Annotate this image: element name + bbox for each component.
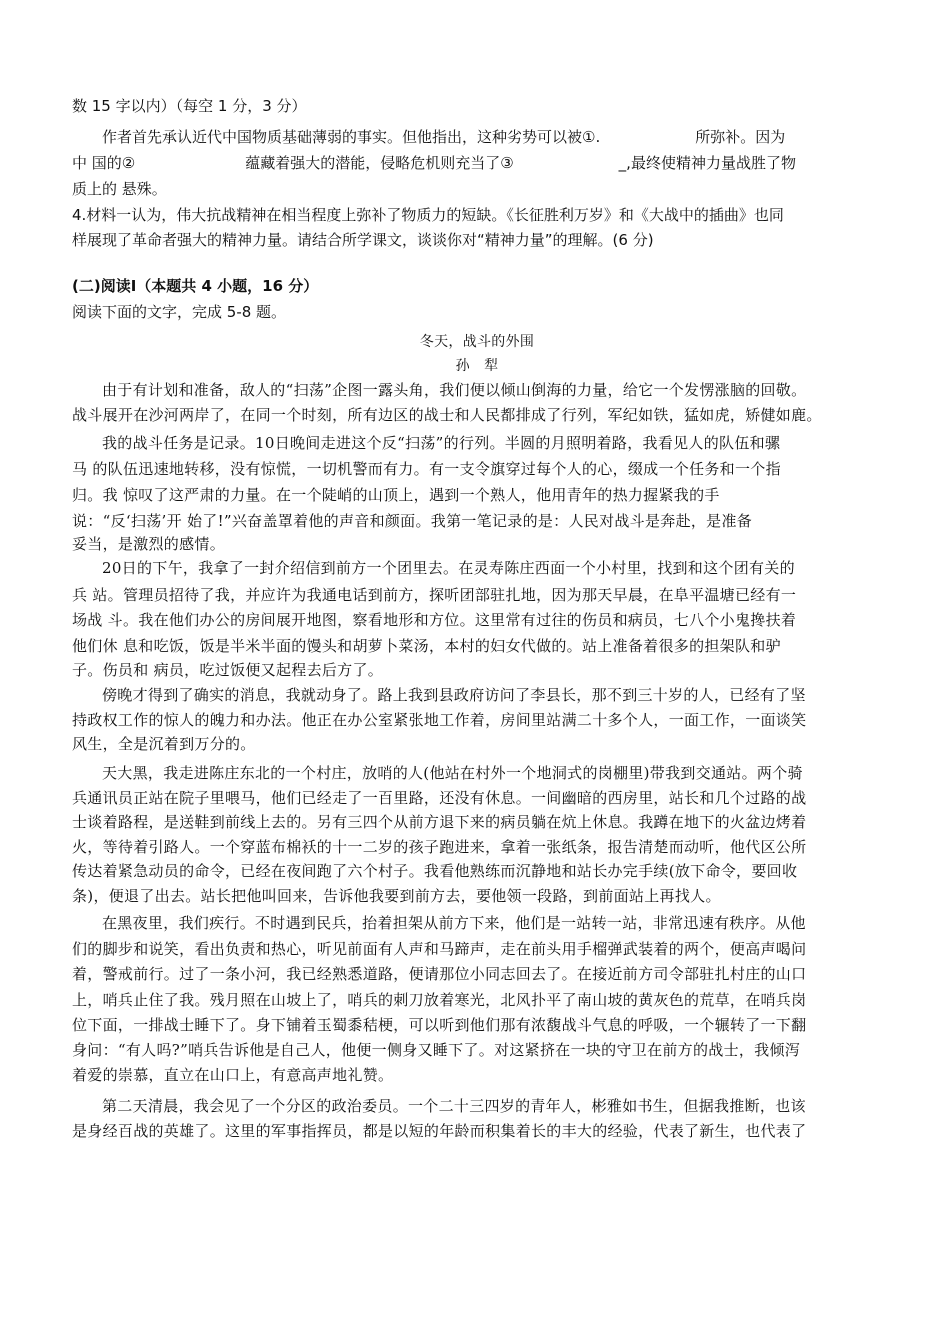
article-line: 傍晚才得到了确实的消息，我就动身了。路上我到县政府访问了李县长，那不到三十岁的人，已经有了坚 bbox=[102, 686, 806, 704]
question-3-line-3: 质上的 悬殊。 bbox=[72, 180, 167, 198]
article-line: 上，哨兵止住了我。残月照在山坡上了，哨兵的刺刀放着寒光，北风扑平了南山坡的黄灰色的荒草，在哨兵岗 bbox=[72, 991, 807, 1009]
article-line: 着，警戒前行。过了一条小河，我已经熟悉道路，便请那位小同志回去了。在接近前方司令部驻扎村庄的山口 bbox=[72, 965, 807, 983]
article-title: 冬天，战斗的外围 bbox=[419, 334, 535, 350]
question-3-line-2 bbox=[72, 153, 882, 173]
article-line: 他们休 息和吃饭，饭是半米半面的馒头和胡萝卜菜汤，本村的妇女代做的。站上准备着很多的担架队和驴 bbox=[72, 637, 781, 655]
article-author: 孙 犁 bbox=[455, 358, 499, 374]
article-line: 妥当，是激烈的感情。 bbox=[72, 535, 226, 553]
article-line: 场战 斗。我在他们办公的房间展开地图，察看地形和方位。这里常有过往的伤员和病员，七八个小鬼搀扶着 bbox=[72, 611, 797, 629]
article-line: 火，等待着引路人。一个穿蓝布棉袄的十一二岁的孩子跑进来，拿着一张纸条，报告清楚而动听，他代区公所 bbox=[72, 838, 807, 856]
question-3-text-d: 蕴藏着强大的潜能，侵略危机则充当了③ bbox=[245, 154, 514, 172]
article-line: 们的脚步和说笑，看出负责和热心，听见前面有人声和马蹄声，走在前头用手榴弹武装着的两个，便高声喝问 bbox=[72, 940, 807, 958]
article-line: 天大黑，我走进陈庄东北的一个村庄，放哨的人(他站在村外一个地洞式的岗棚里)带我到交通站。两个骑 bbox=[102, 764, 803, 782]
question-3-text-e: _,最终使精神力量战胜了物 bbox=[618, 154, 796, 172]
article-line: 兵通讯员正站在院子里喂马，他们已经走了一百里路，还没有休息。一间幽暗的西房里，站长和几个过路的战 bbox=[72, 789, 807, 807]
question-3-line-1 bbox=[102, 127, 882, 147]
question-3-text-c: 中 国的② bbox=[72, 154, 136, 172]
question-4-line-1: 4.材料一认为，伟大抗战精神在相当程度上弥补了物质力的短缺。《长征胜利万岁》和《大战中的插曲》也同 bbox=[72, 206, 784, 224]
question-4-line-2: 样展现了革命者强大的精神力量。请结合所学课文，谈谈你对“精神力量”的理解。(6 分) bbox=[72, 231, 654, 249]
article-line: 持政权工作的惊人的魄力和办法。他正在办公室紧张地工作着，房间里站满二十多个人，一面工作，一面谈笑 bbox=[72, 711, 807, 729]
article-line: 战斗展开在沙河两岸了，在同一个时刻，所有边区的战士和人民都排成了行列，军纪如铁，猛如虎，矫健如鹿。 bbox=[72, 406, 822, 424]
article-line: 传达着紧急动员的命令，已经在夜间跑了六个村子。我看他熟练而沉静地和站长办完手续(放下命令，要回收 bbox=[72, 862, 798, 880]
article-line: 说：“反‘扫荡’开 始了!”兴奋盖罩着他的声音和颜面。我第一笔记录的是：人民对战斗是奔赴，是准备 bbox=[72, 512, 753, 530]
section-heading: (二)阅读Ⅰ（本题共 4 小题，16 分） bbox=[72, 277, 319, 295]
article-line: 士谈着路程，是送鞋到前线上去的。另有三四个从前方退下来的病员躺在炕上休息。我蹲在地下的火盆边烤着 bbox=[72, 813, 807, 831]
article-line: 在黑夜里，我们疾行。不时遇到民兵，抬着担架从前方下来，他们是一站转一站，非常迅速有秩序。从他 bbox=[102, 914, 806, 932]
section-instruction: 阅读下面的文字，完成 5-8 题。 bbox=[72, 303, 287, 321]
article-line: 20日的下午，我拿了一封介绍信到前方一个团里去。在灵寿陈庄西面一个小村里，找到和这个团有关的 bbox=[102, 559, 795, 577]
article-line: 马 的队伍迅速地转移，没有惊慌，一切机警而有力。有一支令旗穿过每个人的心，缀成一个任务和一个指 bbox=[72, 460, 781, 478]
article-line: 由于有计划和准备，敌人的“扫荡”企图一露头角，我们便以倾山倒海的力量，给它一个发愣涨脑的回敬。 bbox=[102, 381, 807, 399]
article-line: 我的战斗任务是记录。10日晚间走进这个反“扫荡”的行列。半圆的月照明着路，我看见人的队伍和骡 bbox=[102, 434, 781, 452]
question-3-text-a: 作者首先承认近代中国物质基础薄弱的事实。但他指出，这种劣势可以被①. bbox=[102, 128, 601, 146]
article-line: 是身经百战的英雄了。这里的军事指挥员，都是以短的年龄而积集着长的丰大的经验，代表了新生，也代表了 bbox=[72, 1122, 807, 1140]
article-line: 第二天清晨，我会见了一个分区的政治委员。一个二十三四岁的青年人，彬雅如书生，但据我推断，也该 bbox=[102, 1097, 806, 1115]
article-line: 风生，全是沉着到万分的。 bbox=[72, 735, 256, 753]
article-line: 位下面，一排战士睡下了。身下铺着玉蜀黍秸梗，可以听到他们那有浓馥战斗气息的呼吸，一个辗转了一下翻 bbox=[72, 1016, 807, 1034]
article-line: 子。伤员和 病员，吃过饭便又起程去后方了。 bbox=[72, 661, 384, 679]
question-3-text-b: 所弥补。因为 bbox=[695, 128, 786, 146]
article-line: 兵 站。管理员招待了我，并应许为我通电话到前方，探听团部驻扎地，因为那天早晨，在阜平温塘已经有一 bbox=[72, 586, 797, 604]
article-line: 归。我 惊叹了这严肃的力量。在一个陡峭的山顶上，遇到一个熟人，他用青年的热力握紧我的手 bbox=[72, 486, 720, 504]
article-line: 着爱的崇慕，直立在山口上，有意高声地礼赞。 bbox=[72, 1066, 394, 1084]
article-line: 身问：“有人吗?”哨兵告诉他是自己人，他便一侧身又睡下了。对这紧挤在一块的守卫在前方的战士，我倾泻 bbox=[72, 1041, 801, 1059]
article-line: 条)，便退了出去。站长把他叫回来，告诉他我要到前方去，要他领一段路，到前面站上再找人。 bbox=[72, 887, 721, 905]
question-3-score-note: 数 15 字以内）（每空 1 分，3 分） bbox=[72, 97, 307, 115]
